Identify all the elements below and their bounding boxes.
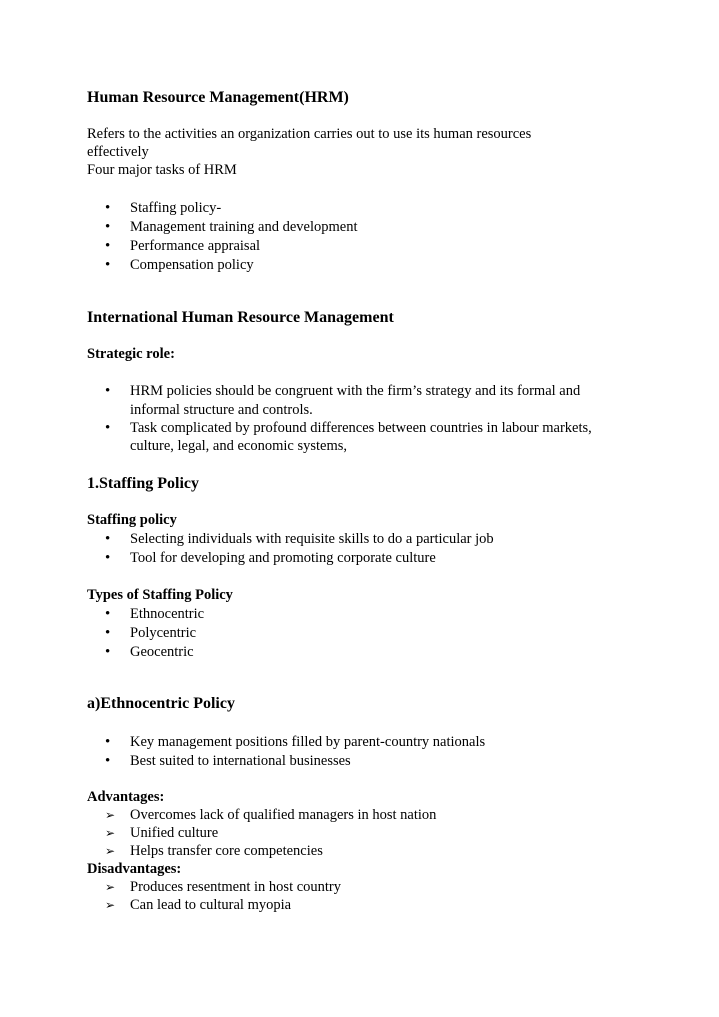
heading-staffing-policy: 1.Staffing Policy bbox=[87, 475, 199, 492]
list-item-text: Compensation policy bbox=[130, 257, 254, 273]
bullet-icon bbox=[105, 419, 119, 438]
arrow-bullet-icon bbox=[105, 878, 119, 897]
list-item-text-line1: Task complicated by profound differences between countries in labour markets, bbox=[130, 420, 592, 436]
list-item bbox=[87, 842, 687, 861]
bullet-icon bbox=[105, 199, 119, 218]
hrm-definition-line1: Refers to the activities an organization carries out to use its human resources bbox=[87, 126, 532, 142]
list-item-text: Staffing policy- bbox=[130, 200, 222, 216]
bullet-icon bbox=[105, 237, 119, 256]
list-item-text: Overcomes lack of qualified managers in host nation bbox=[130, 807, 437, 823]
bullet-icon bbox=[105, 752, 119, 771]
arrow-bullet-icon bbox=[105, 842, 119, 861]
list-item bbox=[87, 237, 687, 256]
list-item bbox=[87, 806, 687, 825]
list-item bbox=[87, 824, 687, 843]
list-item bbox=[87, 733, 687, 752]
bullet-icon bbox=[105, 382, 119, 401]
list-item bbox=[87, 896, 687, 915]
bullet-icon bbox=[105, 256, 119, 275]
advantages-label: Advantages: bbox=[87, 789, 165, 805]
list-item bbox=[87, 218, 687, 237]
bullet-icon bbox=[105, 643, 119, 662]
list-item-text: Polycentric bbox=[130, 625, 197, 641]
bullet-icon bbox=[105, 733, 119, 752]
arrow-bullet-icon bbox=[105, 824, 119, 843]
strategic-role-label: Strategic role: bbox=[87, 346, 175, 362]
list-item bbox=[87, 605, 687, 624]
list-item-text: Selecting individuals with requisite skills to do a particular job bbox=[130, 531, 494, 547]
bullet-icon bbox=[105, 218, 119, 237]
list-item-text: Management training and development bbox=[130, 219, 358, 235]
arrow-bullet-icon bbox=[105, 896, 119, 915]
list-item bbox=[87, 878, 687, 897]
hrm-definition-line2: effectively bbox=[87, 144, 149, 160]
list-item-text-line2: culture, legal, and economic systems, bbox=[130, 438, 348, 454]
list-item-text: Ethnocentric bbox=[130, 606, 205, 622]
list-item bbox=[87, 382, 687, 420]
list-item-text: Best suited to international businesses bbox=[130, 753, 351, 769]
disadvantages-label: Disadvantages: bbox=[87, 861, 182, 877]
heading-hrm: Human Resource Management(HRM) bbox=[87, 89, 349, 106]
list-item bbox=[87, 199, 687, 218]
list-item-text: Tool for developing and promoting corporate culture bbox=[130, 550, 436, 566]
list-item-text: Geocentric bbox=[130, 644, 194, 660]
list-item-text-line1: HRM policies should be congruent with the firm’s strategy and its formal and bbox=[130, 383, 581, 399]
hrm-tasks-intro: Four major tasks of HRM bbox=[87, 162, 237, 178]
types-staffing-label: Types of Staffing Policy bbox=[87, 587, 233, 603]
staffing-policy-label: Staffing policy bbox=[87, 512, 177, 528]
heading-ethnocentric-policy: a)Ethnocentric Policy bbox=[87, 695, 235, 712]
list-item-text: Performance appraisal bbox=[130, 238, 261, 254]
list-item-text: Unified culture bbox=[130, 825, 219, 841]
bullet-icon bbox=[105, 549, 119, 568]
list-item-text: Helps transfer core competencies bbox=[130, 843, 323, 859]
list-item bbox=[87, 530, 687, 549]
list-item bbox=[87, 256, 687, 275]
arrow-bullet-icon bbox=[105, 806, 119, 825]
bullet-icon bbox=[105, 605, 119, 624]
list-item bbox=[87, 549, 687, 568]
list-item-text: Produces resentment in host country bbox=[130, 879, 342, 895]
bullet-icon bbox=[105, 530, 119, 549]
list-item bbox=[87, 624, 687, 643]
list-item-text: Can lead to cultural myopia bbox=[130, 897, 292, 913]
list-item bbox=[87, 643, 687, 662]
list-item-text: Key management positions filled by parent-country nationals bbox=[130, 734, 486, 750]
list-item bbox=[87, 419, 687, 457]
heading-ihrm: International Human Resource Management bbox=[87, 309, 394, 326]
list-item bbox=[87, 752, 687, 771]
bullet-icon bbox=[105, 624, 119, 643]
list-item-text-line2: informal structure and controls. bbox=[130, 402, 313, 418]
